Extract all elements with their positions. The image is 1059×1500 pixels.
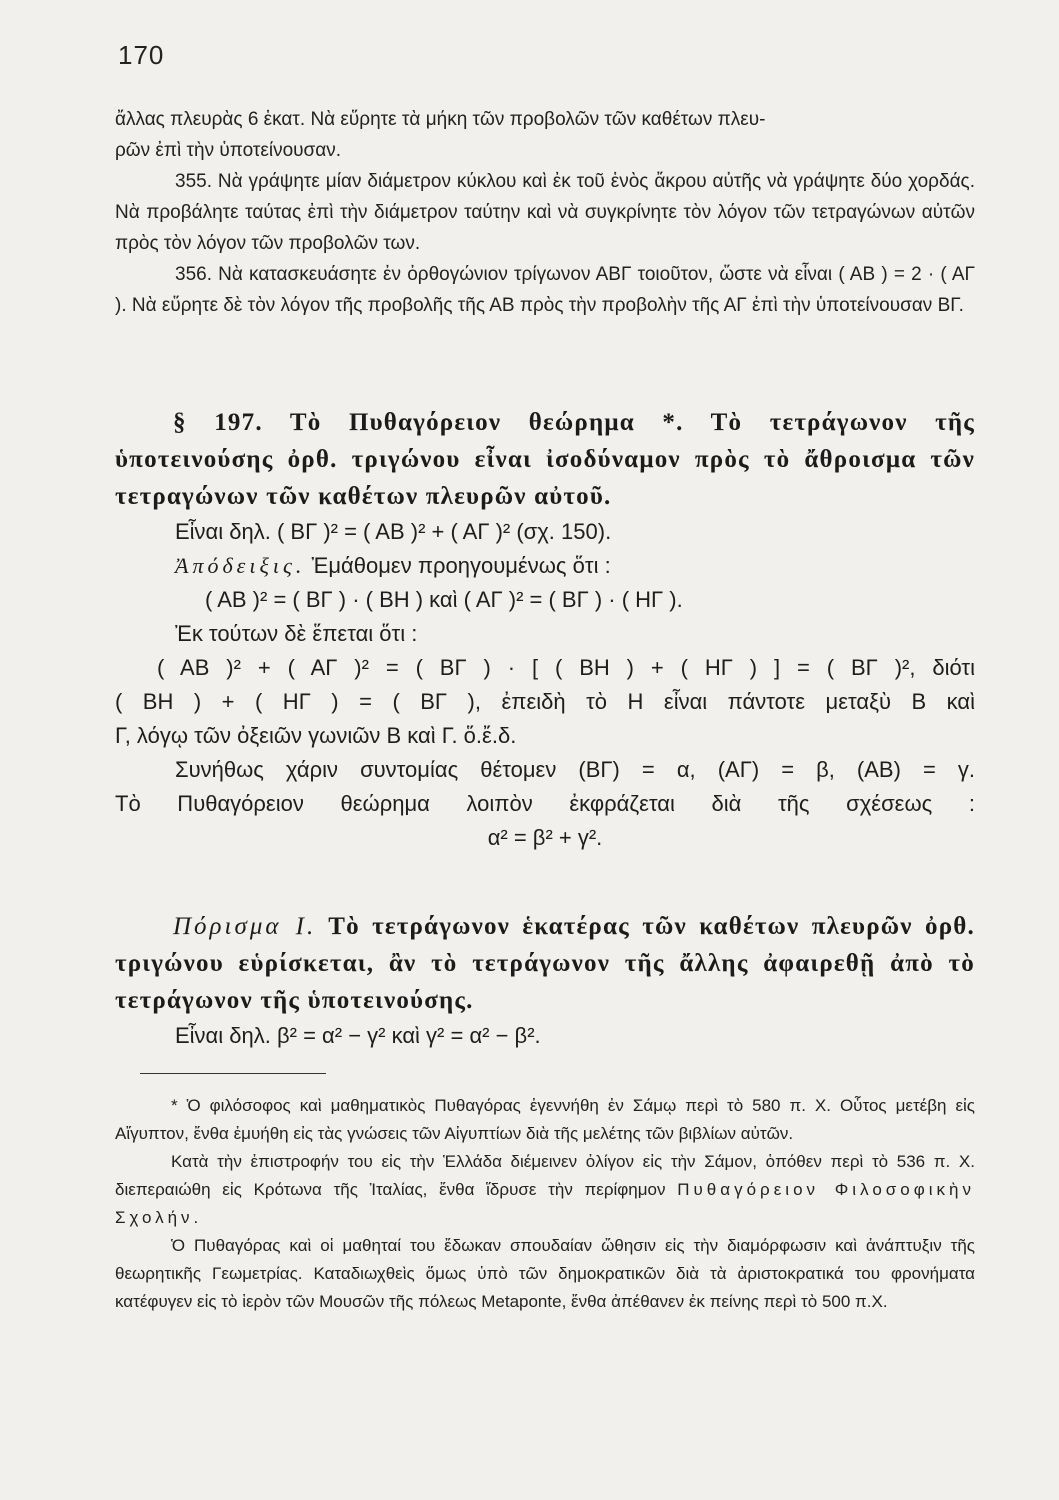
exercise-continuation-line-1: ἄλλας πλευρὰς 6 ἑκατ. Νὰ εὕρητε τὰ μήκη τῶν προβολῶν τῶν καθέτων πλευ- <box>115 109 766 130</box>
proof-text: Ἐμάθομεν προηγουμένως ὅτι : <box>305 553 611 578</box>
footnote-2-school: Πυθαγόρειον Φιλοσοφικὴν Σχολήν. <box>115 1180 975 1227</box>
footnote-2-text: Κατὰ τὴν ἐπιστροφήν του εἰς τὴν Ἑλλάδα διέμεινεν ὀλίγον εἰς τὴν Σάμον, ὁπόθεν περὶ τὸ 536 π. Χ. διεπεραιώθη εἰς Κρότωνα τῆς Ἰταλίας, ἔνθα ἵδρυσε τὴν περίφημον <box>115 1152 975 1199</box>
theorem-statement: Εἶναι δηλ. ( ΒΓ )² = ( ΑΒ )² + ( ΑΓ )² (σχ. 150). <box>175 519 612 544</box>
porisma-label: Πόρισμα Ι. <box>173 913 317 940</box>
equation-3: ( ΒΗ ) + ( ΗΓ ) = ( ΒΓ ), ἐπειδὴ τὸ Η εἶναι πάντοτε μεταξὺ Β καὶ <box>115 689 975 714</box>
footnotes-block <box>115 1092 975 1316</box>
porisma-heading <box>115 908 975 1019</box>
section-197 <box>115 404 975 855</box>
equation-2: ( ΑΒ )² + ( ΑΓ )² = ( ΒΓ ) · [ ( ΒΗ ) + ( ΗΓ ) ] = ( ΒΓ )², διότι <box>157 655 975 680</box>
proof-line <box>115 549 975 583</box>
follows-line: Ἐκ τούτων δὲ ἕπεται ὅτι : <box>175 621 418 646</box>
exercises-block <box>115 104 975 321</box>
notation-line: Συνήθως χάριν συντομίας θέτομεν (ΒΓ) = α, (ΑΓ) = β, (ΑΒ) = γ. <box>175 757 975 782</box>
porisma-line: Εἶναι δηλ. β² = α² − γ² καὶ γ² = α² − β². <box>175 1023 541 1048</box>
pythagorean-formula: α² = β² + γ². <box>487 825 603 850</box>
footnote-divider <box>140 1073 326 1074</box>
page-number: 170 <box>118 40 165 70</box>
proof-label: Ἀπόδειξις. <box>175 553 306 578</box>
exercise-355: 355. Νὰ γράψητε μίαν διάμετρον κύκλου καὶ ἐκ τοῦ ἑνὸς ἄκρου αὐτῆς νὰ γράψητε δύο χορδάς. Νὰ προβάλητε ταύτας ἐπὶ τὴν διάμετρον ταύτην καὶ νὰ συγκρίνητε τὸν λόγον τῶν τετραγώνων αὐτῶν πρὸς τὸν λόγον τῶν προβολῶν των. <box>115 171 975 254</box>
porisma-text: Τὸ τετράγωνον ἑκατέρας τῶν καθέτων πλευρῶν ὀρθ. τριγώνου εὑρίσκεται, ἂν τὸ τετράγωνον τῆς ἄλλης ἀφαιρεθῇ ἀπὸ τὸ τετράγωνον τῆς ὑποτεινούσης. <box>115 913 975 1014</box>
exercise-continuation-line-2: ρῶν ἐπὶ τὴν ὑποτείνουσαν. <box>115 140 342 161</box>
section-heading: § 197. Τὸ Πυθαγόρειον θεώρημα *. Τὸ τετράγωνον τῆς ὑποτεινούσης ὀρθ. τριγώνου εἶναι ἰσοδύναμον πρὸς τὸ ἄθροισμα τῶν τετραγώνων τῶν καθέτων πλευρῶν αὐτοῦ. <box>115 409 975 510</box>
porisma-block <box>115 908 975 1053</box>
equation-3-end: Γ, λόγῳ τῶν ὀξειῶν γωνιῶν Β καὶ Γ. ὅ.ἔ.δ. <box>115 723 517 748</box>
footnote-3: Ὁ Πυθαγόρας καὶ οἱ μαθηταί του ἔδωκαν σπουδαίαν ὤθησιν εἰς τὴν διαμόρφωσιν καὶ ἀνάπτυξιν τῆς θεωρητικῆς Γεωμετρίας. Καταδιωχθεὶς ὅμως ὑπὸ τῶν δημοκρατικῶν διὰ τὰ ἀριστοκρατικά του φρονήματα κατέφυγεν εἰς τὸ ἱερὸν τῶν Μουσῶν τῆς πόλεως Metaponte, ἔνθα ἀπέθανεν ἐκ πείνης περὶ τὸ 500 π.Χ. <box>115 1236 975 1311</box>
footnote-2 <box>115 1148 975 1232</box>
footnote-1: * Ὁ φιλόσοφος καὶ μαθηματικὸς Πυθαγόρας ἐγεννήθη ἐν Σάμῳ περὶ τὸ 580 π. Χ. Οὗτος μετέβη εἰς Αἴγυπτον, ἔνθα ἐμυήθη εἰς τὰς γνώσεις τῶν Αἰγυπτίων διὰ τῆς μελέτης τῶν βιβλίων αὐτῶν. <box>115 1096 975 1143</box>
expressed-line: Τὸ Πυθαγόρειον θεώρημα λοιπὸν ἐκφράζεται διὰ τῆς σχέσεως : <box>115 791 975 816</box>
equation-1: ( ΑΒ )² = ( ΒΓ ) · ( ΒΗ ) καὶ ( ΑΓ )² = ( ΒΓ ) · ( ΗΓ ). <box>205 587 683 612</box>
exercise-356: 356. Νὰ κατασκευάσητε ἐν ὀρθογώνιον τρίγωνον ΑΒΓ τοιοῦτον, ὥστε νὰ εἶναι ( ΑΒ ) = 2 · ( ΑΓ ). Νὰ εὕρητε δὲ τὸν λόγον τῆς προβολῆς τῆς ΑΒ πρὸς τὴν προβολὴν τῆς ΑΓ ἐπὶ τὴν ὑποτείνουσαν ΒΓ. <box>115 264 975 316</box>
